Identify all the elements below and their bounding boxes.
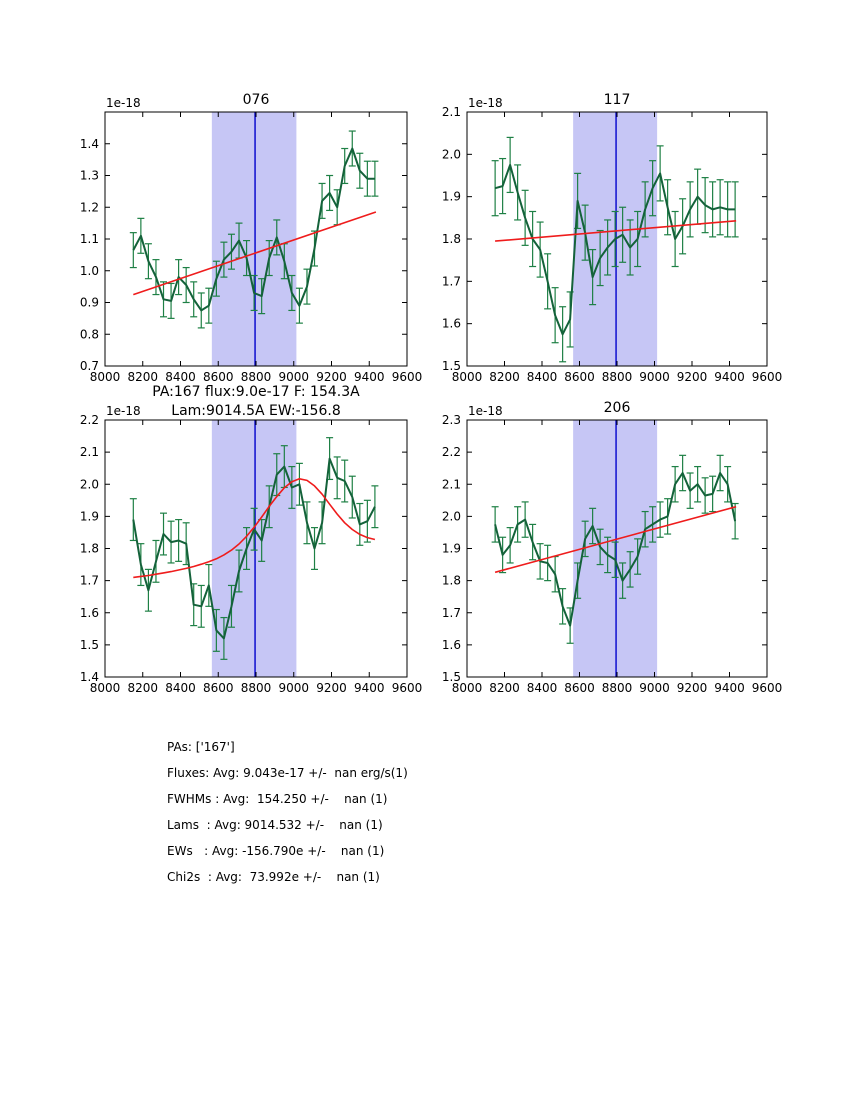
x-tick-label: 9400 [714, 370, 745, 384]
plot-title: Lam:9014.5A EW:-156.8 [171, 403, 341, 419]
x-tick-label: 9600 [751, 681, 783, 695]
y-tick-label: 1.0 [79, 263, 99, 278]
y-tick-label: 1.9 [441, 189, 461, 204]
x-tick-label: 9000 [278, 681, 310, 695]
y-tick-label: 2.1 [441, 105, 461, 119]
y-tick-label: 2.1 [79, 445, 99, 460]
shaded-band [212, 112, 297, 366]
y-tick-label: 1.6 [441, 316, 461, 331]
y-tick-label: 2.2 [441, 445, 461, 460]
x-tick-label: 8600 [564, 681, 595, 695]
plot-bl [80, 384, 422, 695]
y-tick-label: 1.8 [441, 232, 461, 246]
x-tick-label: 9000 [639, 681, 670, 695]
y-tick-label: 2.3 [441, 413, 461, 427]
summary-line-lams: Lams : Avg: 9014.532 +/- nan (1) [167, 818, 383, 832]
x-tick-label: 9400 [714, 681, 745, 695]
y-tick-label: 0.9 [79, 295, 99, 310]
y-tick-label: 1.7 [441, 605, 461, 620]
x-tick-label: 8400 [526, 681, 558, 695]
x-tick-label: 8200 [489, 681, 520, 695]
x-tick-label: 9200 [316, 370, 347, 384]
x-tick-label: 8400 [165, 681, 196, 695]
y-tick-label: 1.7 [79, 573, 99, 588]
x-tick-label: 8200 [127, 681, 159, 695]
y-tick-label: 1.4 [79, 136, 99, 151]
offset-label: 1e-18 [468, 404, 503, 418]
x-tick-label: 9600 [391, 681, 423, 695]
x-tick-label: 8400 [165, 370, 196, 384]
plot-tl [80, 92, 422, 384]
y-tick-label: 2.0 [441, 147, 461, 162]
y-tick-label: 1.6 [79, 605, 99, 620]
x-tick-label: 8000 [451, 370, 483, 384]
x-tick-label: 9200 [676, 681, 708, 695]
y-tick-label: 1.9 [79, 509, 99, 524]
y-tick-label: 1.6 [441, 637, 461, 652]
y-tick-label: 1.4 [79, 670, 99, 684]
x-tick-label: 9400 [353, 681, 385, 695]
summary-line-fwhms: FWHMs : Avg: 154.250 +/- nan (1) [167, 792, 388, 806]
x-tick-label: 9400 [353, 370, 385, 384]
y-tick-label: 2.1 [441, 477, 461, 492]
summary-line-pas: PAs: ['167'] [167, 740, 235, 754]
x-tick-label: 9200 [676, 370, 708, 384]
y-tick-label: 1.9 [441, 541, 461, 556]
x-tick-label: 8400 [526, 370, 558, 384]
summary-line-ews: EWs : Avg: -156.790e +/- nan (1) [167, 844, 385, 858]
y-tick-label: 1.2 [79, 200, 99, 215]
y-tick-label: 1.8 [441, 573, 461, 588]
plot-tr [442, 92, 782, 384]
offset-label: 1e-18 [106, 404, 141, 418]
x-tick-label: 9000 [639, 370, 670, 384]
summary-line-chi2s: Chi2s : Avg: 73.992e +/- nan (1) [167, 870, 380, 884]
x-tick-label: 9000 [278, 370, 310, 384]
x-tick-label: 8000 [89, 681, 121, 695]
y-tick-label: 1.3 [79, 168, 99, 183]
x-tick-label: 8600 [202, 370, 234, 384]
plot-title: 206 [603, 400, 631, 416]
x-tick-label: 9600 [751, 370, 783, 384]
x-tick-label: 8800 [601, 370, 633, 384]
y-tick-label: 2.0 [79, 477, 99, 492]
y-tick-label: 1.1 [79, 232, 99, 246]
plot-title: PA:167 flux:9.0e-17 F: 154.3A [152, 384, 360, 400]
x-tick-label: 8800 [240, 370, 272, 384]
summary-line-fluxes: Fluxes: Avg: 9.043e-17 +/- nan erg/s(1) [167, 766, 408, 780]
plot-title: 117 [603, 92, 631, 108]
x-tick-label: 8200 [489, 370, 520, 384]
x-tick-label: 8800 [601, 681, 633, 695]
y-tick-label: 1.5 [79, 637, 99, 652]
x-tick-label: 8000 [89, 370, 121, 384]
y-tick-label: 0.7 [79, 359, 99, 373]
x-tick-label: 8600 [564, 370, 595, 384]
y-tick-label: 1.8 [79, 541, 99, 556]
offset-label: 1e-18 [468, 96, 503, 110]
x-tick-label: 8600 [202, 681, 234, 695]
plot-br [442, 400, 782, 695]
x-tick-label: 9600 [391, 370, 423, 384]
x-tick-label: 9200 [316, 681, 347, 695]
offset-label: 1e-18 [106, 96, 141, 110]
summary-text [167, 740, 408, 896]
y-tick-label: 0.8 [79, 327, 99, 342]
plot-title: 076 [242, 92, 270, 108]
y-tick-label: 2.0 [441, 509, 461, 524]
y-tick-label: 1.5 [441, 359, 461, 373]
x-tick-label: 8200 [127, 370, 159, 384]
y-tick-label: 1.7 [441, 274, 461, 289]
y-tick-label: 1.5 [441, 670, 461, 684]
x-tick-label: 8000 [451, 681, 483, 695]
x-tick-label: 8800 [240, 681, 272, 695]
y-tick-label: 2.2 [79, 413, 99, 427]
